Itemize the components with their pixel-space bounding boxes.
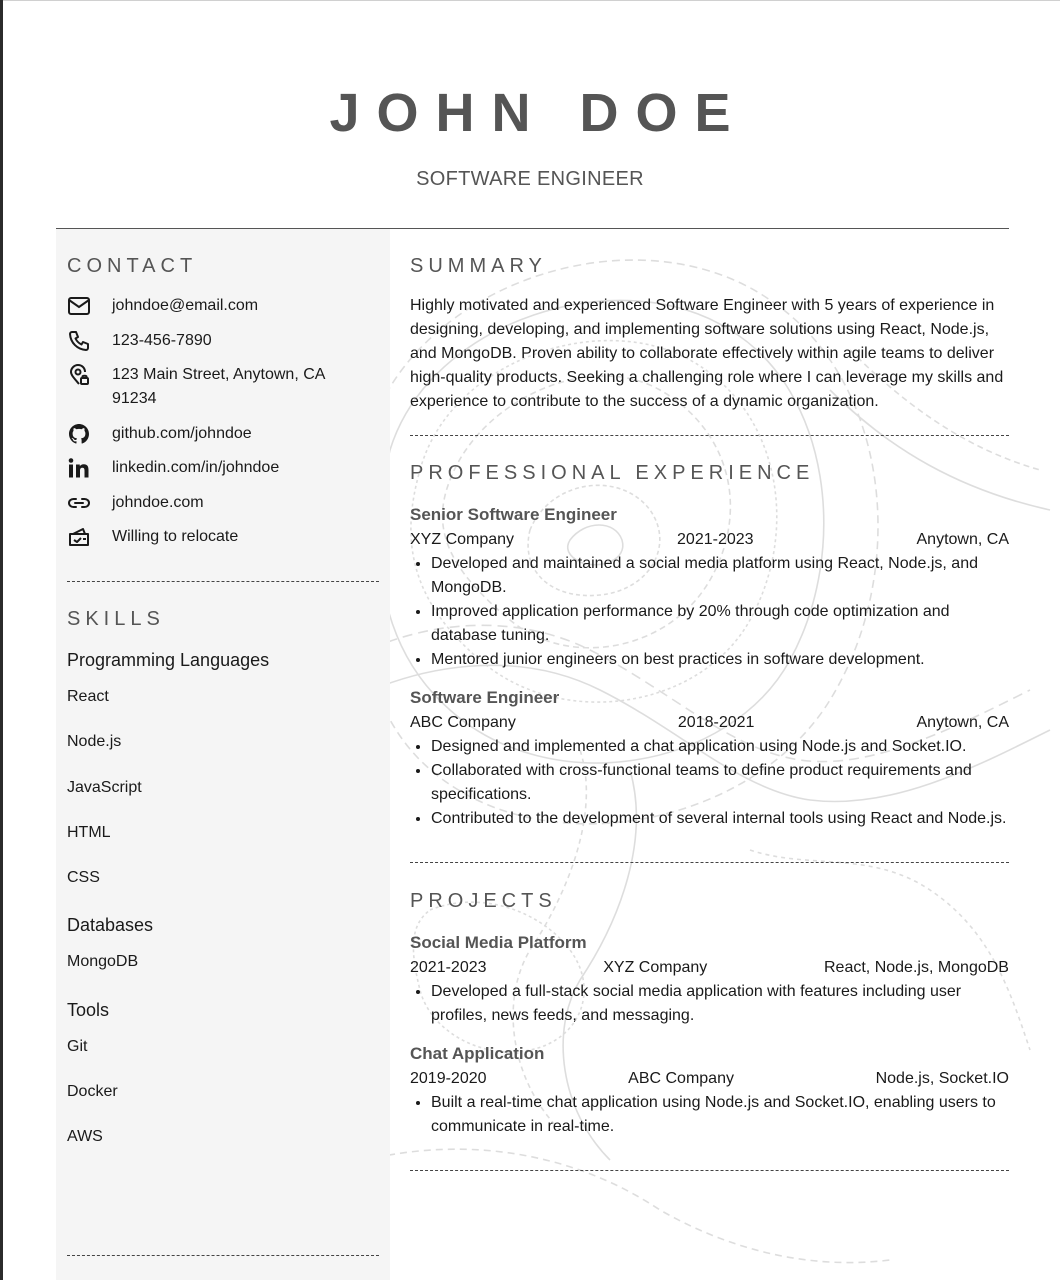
project-tech: Node.js, Socket.IO — [875, 1070, 1009, 1087]
job-dates: 2018-2021 — [677, 714, 755, 731]
contact-relocate-text: Willing to relocate — [112, 528, 239, 545]
job-bullet: • Collaborated with cross-functional teams to define product requirements and specifications. — [431, 759, 1009, 807]
job-bullet: • Mentored junior engineers on best practices in software development. — [431, 648, 1009, 672]
project-meta — [410, 1067, 1009, 1091]
location-icon — [67, 363, 91, 387]
project-bullet: • Developed a full-stack social media application with features including user profiles, news feeds, and messaging. — [431, 980, 1009, 1028]
skill-group-programming — [67, 646, 367, 890]
skill-item: Node.js — [67, 733, 122, 751]
skill-item: Docker — [67, 1083, 118, 1101]
main-divider-1 — [410, 435, 1009, 436]
job-bullet: • Developed and maintained a social media platform using React, Node.js, and MongoDB. — [431, 552, 1009, 600]
contact-address-text: 123 Main Street, Anytown, CA 91234 — [112, 366, 325, 407]
skill-group-tools — [67, 996, 367, 1150]
contact-linkedin[interactable] — [67, 456, 367, 480]
job-entry — [410, 502, 1009, 672]
mail-icon — [67, 294, 91, 318]
job-bullets — [410, 735, 1009, 831]
project-title: Chat Application — [410, 1044, 545, 1063]
job-bullet: • Contributed to the development of several internal tools using React and Node.js. — [431, 807, 1009, 831]
job-meta — [410, 711, 1009, 735]
skill-group-databases — [67, 911, 367, 974]
github-icon — [67, 422, 91, 446]
project-bullets — [410, 980, 1009, 1028]
main-divider-3 — [410, 1170, 1009, 1171]
linkedin-icon — [67, 456, 91, 480]
skill-category: Programming Languages — [67, 650, 270, 670]
skill-category: Tools — [67, 999, 110, 1020]
project-entry — [410, 1041, 1009, 1139]
job-entry — [410, 685, 1009, 831]
job-title: Senior Software Engineer — [410, 505, 617, 524]
skill-item: HTML — [67, 823, 111, 841]
job-meta — [410, 528, 1009, 552]
candidate-name: JOHN DOE — [329, 83, 748, 143]
main-divider-2 — [410, 862, 1009, 863]
contact-relocate — [67, 525, 367, 549]
candidate-title: SOFTWARE ENGINEER — [416, 168, 644, 190]
contact-email-text: johndoe@email.com — [112, 297, 259, 314]
contact-address — [67, 363, 367, 411]
contact-website-text: johndoe.com — [112, 493, 204, 511]
project-entry — [410, 930, 1009, 1028]
job-company: XYZ Company — [410, 531, 515, 548]
job-bullet: • Designed and implemented a chat application using Node.js and Socket.IO. — [431, 735, 1009, 759]
skill-item: CSS — [67, 869, 100, 887]
projects-heading: PROJECTS — [410, 890, 557, 912]
contact-phone[interactable] — [67, 329, 367, 353]
contact-linkedin-text: linkedin.com/in/johndoe — [112, 459, 280, 476]
project-dates: 2021-2023 — [410, 959, 487, 976]
project-title: Social Media Platform — [410, 933, 587, 952]
sidebar-divider-1 — [67, 581, 379, 582]
skills-list — [67, 646, 367, 1171]
job-bullets — [410, 552, 1009, 672]
project-meta — [410, 956, 1009, 980]
experience-heading: PROFESSIONAL EXPERIENCE — [410, 462, 815, 484]
phone-icon — [67, 329, 91, 353]
skill-item: JavaScript — [67, 778, 142, 796]
skill-category: Databases — [67, 915, 154, 936]
project-company: ABC Company — [628, 1070, 734, 1087]
skill-item: React — [67, 688, 109, 705]
project-dates: 2019-2020 — [410, 1070, 487, 1087]
project-bullet: • Built a real-time chat application using Node.js and Socket.IO, enabling users to communicate in real-time. — [431, 1091, 1009, 1139]
job-location: Anytown, CA — [916, 714, 1009, 731]
summary-text: Highly motivated and experienced Software Engineer with 5 years of experience in designing, developing, and implementing software solutions using React, Node.js, and MongoDB. Proven ability to collaborate effectively within agile teams to deliver high-quality products. Seeking a challenging role where I can leverage my skills and experience to contribute to the success of a dynamic organization. — [410, 297, 1004, 410]
page-top-edge — [0, 0, 1060, 1]
project-company: XYZ Company — [603, 959, 708, 976]
contact-website[interactable] — [67, 491, 367, 515]
project-tech: React, Node.js, MongoDB — [824, 959, 1009, 976]
job-company: ABC Company — [410, 714, 516, 731]
contact-phone-text: 123-456-7890 — [112, 331, 212, 349]
sidebar-divider-2 — [67, 1255, 379, 1256]
link-icon — [67, 491, 91, 515]
relocate-icon — [67, 525, 91, 549]
project-bullets — [410, 1091, 1009, 1139]
job-dates: 2021-2023 — [677, 531, 754, 548]
contact-heading: CONTACT — [67, 255, 198, 277]
skill-item: Git — [67, 1037, 88, 1055]
skill-item: AWS — [67, 1128, 103, 1146]
summary-heading: SUMMARY — [410, 255, 547, 277]
contact-github-text: github.com/johndoe — [112, 424, 252, 442]
page-left-edge — [0, 0, 3, 1280]
contact-github[interactable] — [67, 422, 367, 446]
contact-email[interactable] — [67, 294, 367, 318]
skill-item: MongoDB — [67, 953, 139, 971]
contact-list — [67, 294, 367, 560]
skills-heading: SKILLS — [67, 608, 165, 630]
job-title: Software Engineer — [410, 688, 560, 707]
job-location: Anytown, CA — [916, 531, 1009, 548]
job-bullet: • Improved application performance by 20% through code optimization and database tuning. — [431, 600, 1009, 648]
